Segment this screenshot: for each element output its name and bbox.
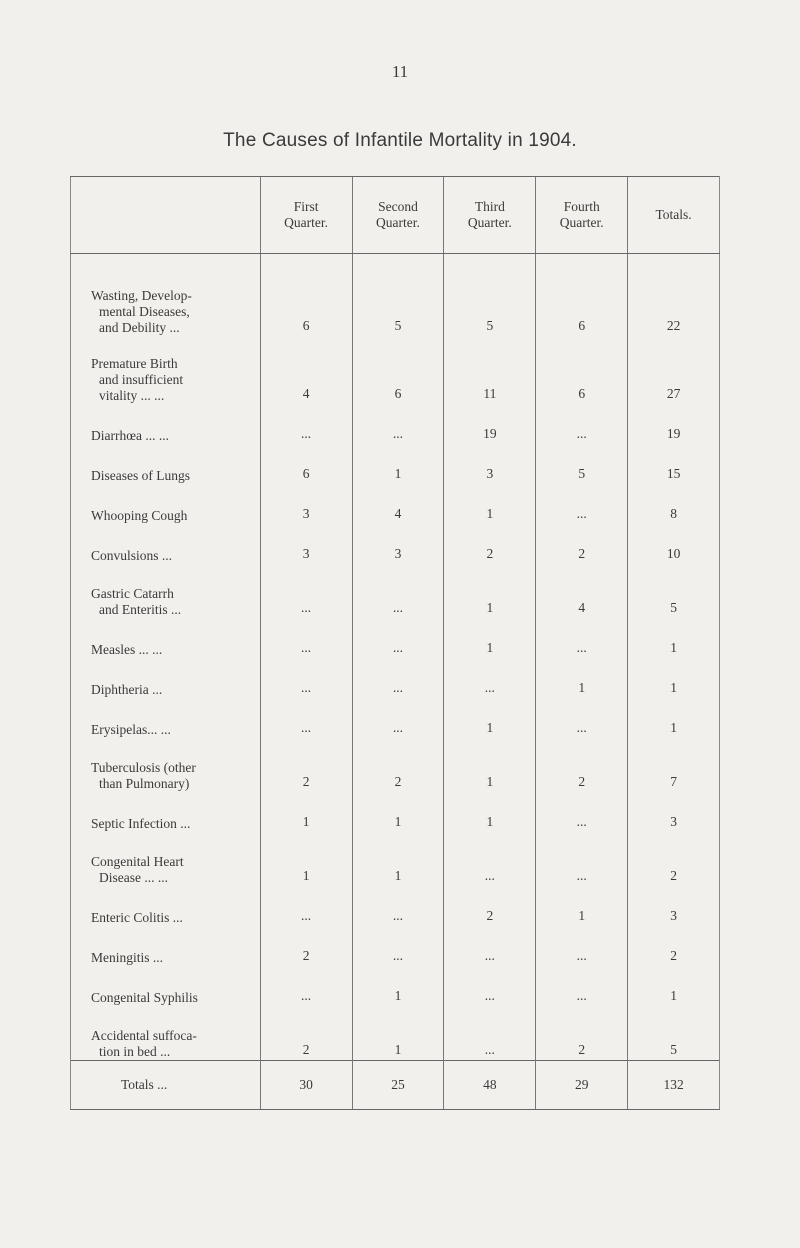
- header-cell: [260, 177, 352, 254]
- value-cell: [536, 484, 628, 524]
- cause-label: [71, 468, 260, 484]
- totals-row: [71, 1061, 720, 1110]
- value-cell: [444, 966, 536, 1006]
- value-text: 1: [486, 814, 494, 829]
- value-cell: [260, 1006, 352, 1061]
- table-row: [71, 254, 720, 337]
- value-cell: [352, 832, 444, 886]
- value-cell: [260, 886, 352, 926]
- totals-value-cell: [628, 1061, 720, 1110]
- header-cell: [536, 177, 628, 254]
- value-cell: [352, 966, 444, 1006]
- value-text: 2: [302, 948, 310, 963]
- header-cell: [444, 177, 536, 254]
- value-text: 1: [302, 814, 310, 829]
- value-text: ...: [576, 814, 587, 829]
- value-cell: [628, 524, 720, 564]
- cause-label-line: and Debility ...: [99, 320, 180, 335]
- value-cell: [352, 738, 444, 792]
- value-text: ...: [484, 680, 495, 695]
- value-text: 6: [302, 466, 310, 481]
- value-text: 1: [394, 988, 402, 1003]
- value-cell: [628, 966, 720, 1006]
- table-row: [71, 564, 720, 618]
- value-cell: [536, 886, 628, 926]
- value-cell: [260, 658, 352, 698]
- value-cell: [352, 658, 444, 698]
- value-cell: [536, 524, 628, 564]
- table-row: [71, 658, 720, 698]
- value-text: 1: [486, 600, 494, 615]
- header-first-quarter: First Quarter.: [284, 199, 329, 230]
- totals-value-cell: [444, 1061, 536, 1110]
- value-text: 1: [486, 506, 494, 521]
- value-text: ...: [576, 988, 587, 1003]
- totals-value: 48: [483, 1077, 497, 1092]
- cause-label-line: Premature Birth: [91, 356, 178, 371]
- value-cell: [260, 698, 352, 738]
- table-row: [71, 524, 720, 564]
- cause-cell: [71, 832, 261, 886]
- cause-cell: [71, 738, 261, 792]
- value-text: 1: [670, 640, 677, 655]
- value-cell: [260, 254, 352, 337]
- value-cell: [628, 484, 720, 524]
- cause-label: [71, 1028, 260, 1060]
- value-text: 2: [578, 546, 586, 561]
- value-text: ...: [576, 506, 587, 521]
- value-cell: [628, 336, 720, 404]
- cause-cell: [71, 1006, 261, 1061]
- value-cell: [260, 738, 352, 792]
- mortality-table: [70, 176, 720, 1110]
- totals-value: 25: [391, 1077, 405, 1092]
- value-text: ...: [301, 720, 312, 735]
- cause-label-line: Accidental suffoca-: [91, 1028, 197, 1043]
- cause-label-line: and Enteritis ...: [99, 602, 182, 617]
- cause-cell: [71, 886, 261, 926]
- value-cell: [444, 404, 536, 444]
- cause-label: [71, 854, 260, 886]
- cause-label: [71, 682, 260, 698]
- value-cell: [352, 1006, 444, 1061]
- header-cell: [628, 177, 720, 254]
- cause-label: [71, 816, 260, 832]
- value-text: 3: [670, 814, 677, 829]
- value-cell: [260, 336, 352, 404]
- value-cell: [536, 658, 628, 698]
- totals-value: 132: [663, 1077, 684, 1092]
- value-text: 2: [578, 774, 586, 789]
- cause-label-line: than Pulmonary): [99, 776, 190, 791]
- value-text: 1: [486, 640, 494, 655]
- cause-label-line: vitality ... ...: [99, 388, 165, 403]
- value-cell: [352, 524, 444, 564]
- cause-label: [71, 288, 260, 336]
- value-cell: [628, 698, 720, 738]
- value-text: 5: [670, 600, 677, 615]
- value-text: 3: [302, 546, 310, 561]
- cause-label-line: Disease ... ...: [99, 870, 168, 885]
- value-text: ...: [576, 868, 587, 883]
- value-text: 1: [578, 680, 586, 695]
- value-cell: [352, 484, 444, 524]
- table-body: [71, 254, 720, 1110]
- value-text: ...: [301, 988, 312, 1003]
- cause-label-line: Congenital Syphilis: [91, 990, 198, 1005]
- cause-cell: [71, 618, 261, 658]
- header-third-quarter: Third Quarter.: [467, 199, 512, 230]
- value-cell: [444, 444, 536, 484]
- value-text: 3: [486, 466, 494, 481]
- value-text: 1: [670, 988, 677, 1003]
- cause-cell: [71, 698, 261, 738]
- cause-label: [71, 760, 260, 792]
- cause-label: [71, 642, 260, 658]
- value-text: 19: [483, 426, 497, 441]
- value-text: 2: [670, 948, 677, 963]
- value-cell: [536, 966, 628, 1006]
- value-cell: [628, 1006, 720, 1061]
- value-cell: [260, 484, 352, 524]
- value-text: ...: [392, 600, 404, 615]
- cause-label: [71, 428, 260, 444]
- table-row: [71, 484, 720, 524]
- cause-cell: [71, 658, 261, 698]
- value-cell: [536, 618, 628, 658]
- table-row: [71, 404, 720, 444]
- value-cell: [444, 738, 536, 792]
- value-text: ...: [484, 988, 495, 1003]
- value-cell: [352, 404, 444, 444]
- cause-label-line: Meningitis ...: [91, 950, 164, 965]
- totals-value: 30: [299, 1077, 313, 1092]
- cause-label: [71, 722, 260, 738]
- cause-cell: [71, 254, 261, 337]
- value-cell: [628, 564, 720, 618]
- value-text: 15: [666, 466, 681, 481]
- value-cell: [260, 792, 352, 832]
- value-text: 4: [578, 600, 586, 615]
- value-text: 2: [302, 774, 310, 789]
- value-text: ...: [392, 680, 404, 695]
- value-cell: [352, 444, 444, 484]
- cause-label: [71, 910, 260, 926]
- value-cell: [352, 698, 444, 738]
- value-text: 1: [670, 680, 677, 695]
- value-text: 2: [486, 908, 494, 923]
- value-cell: [536, 792, 628, 832]
- cause-label: [71, 586, 260, 618]
- value-text: 1: [394, 814, 402, 829]
- cause-label-line: Convulsions ...: [91, 548, 173, 563]
- cause-label-line: Enteric Colitis ...: [91, 910, 183, 925]
- value-cell: [444, 254, 536, 337]
- value-text: 3: [302, 506, 310, 521]
- value-text: ...: [301, 426, 312, 441]
- value-text: ...: [484, 948, 495, 963]
- value-text: 1: [486, 720, 494, 735]
- value-text: ...: [392, 720, 404, 735]
- cause-label-line: Diarrhœa ... ...: [91, 428, 169, 443]
- value-cell: [628, 404, 720, 444]
- value-text: ...: [392, 948, 404, 963]
- cause-cell: [71, 966, 261, 1006]
- cause-cell: [71, 336, 261, 404]
- value-cell: [444, 698, 536, 738]
- value-text: 7: [670, 774, 677, 789]
- totals-label: Totals ...: [121, 1077, 168, 1092]
- value-text: ...: [576, 426, 587, 441]
- value-text: 19: [666, 426, 681, 441]
- value-text: 5: [578, 466, 586, 481]
- cause-label-line: Whooping Cough: [91, 508, 188, 523]
- value-text: 1: [486, 774, 494, 789]
- table-row: [71, 336, 720, 404]
- value-text: 6: [302, 318, 310, 333]
- cause-label-line: Wasting, Develop-: [91, 288, 192, 303]
- value-cell: [444, 926, 536, 966]
- value-text: 8: [670, 506, 677, 521]
- value-text: 2: [578, 1042, 586, 1057]
- header-cell: [71, 177, 261, 254]
- value-cell: [536, 336, 628, 404]
- value-cell: [260, 564, 352, 618]
- cause-label-line: Erysipelas... ...: [91, 722, 171, 737]
- cause-label-line: Congenital Heart: [91, 854, 184, 869]
- value-text: 1: [394, 1042, 402, 1057]
- value-text: 5: [486, 318, 494, 333]
- value-text: 2: [486, 546, 494, 561]
- value-text: ...: [484, 868, 495, 883]
- cause-cell: [71, 792, 261, 832]
- table-row: [71, 926, 720, 966]
- cause-label-line: tion in bed ...: [99, 1044, 171, 1059]
- value-cell: [352, 926, 444, 966]
- value-text: 5: [394, 318, 402, 333]
- value-cell: [444, 658, 536, 698]
- value-text: 2: [670, 868, 677, 883]
- value-text: 6: [394, 386, 402, 401]
- value-cell: [352, 564, 444, 618]
- value-cell: [444, 832, 536, 886]
- value-cell: [628, 832, 720, 886]
- table-row: [71, 618, 720, 658]
- value-text: ...: [484, 1042, 495, 1057]
- cause-label-line: and insufficient: [99, 372, 184, 387]
- table-row: [71, 738, 720, 792]
- cause-cell: [71, 564, 261, 618]
- value-cell: [536, 832, 628, 886]
- page-number: 11: [391, 62, 409, 81]
- value-text: 1: [302, 868, 310, 883]
- table-row: [71, 444, 720, 484]
- value-text: ...: [301, 908, 312, 923]
- value-cell: [260, 926, 352, 966]
- value-text: 10: [666, 546, 681, 561]
- value-cell: [352, 792, 444, 832]
- value-text: 5: [670, 1042, 677, 1057]
- header-fourth-quarter: Fourth Quarter.: [559, 199, 604, 230]
- value-text: 3: [670, 908, 677, 923]
- value-cell: [628, 658, 720, 698]
- header-cell: [352, 177, 444, 254]
- cause-cell: [71, 926, 261, 966]
- cause-cell: [71, 444, 261, 484]
- value-text: ...: [392, 908, 404, 923]
- cause-cell: [71, 484, 261, 524]
- header-row: [71, 177, 720, 254]
- value-cell: [536, 926, 628, 966]
- value-text: 6: [578, 386, 586, 401]
- value-cell: [444, 792, 536, 832]
- cause-label-line: Tuberculosis (other: [91, 760, 196, 775]
- value-cell: [628, 792, 720, 832]
- cause-label-line: Diphtheria ...: [91, 682, 163, 697]
- value-cell: [444, 886, 536, 926]
- page-title: The Causes of Infantile Mortality in 1904.: [223, 130, 577, 151]
- value-cell: [352, 336, 444, 404]
- value-cell: [628, 738, 720, 792]
- value-cell: [260, 832, 352, 886]
- table-row: [71, 886, 720, 926]
- value-cell: [536, 254, 628, 337]
- value-cell: [444, 336, 536, 404]
- totals-value-cell: [352, 1061, 444, 1110]
- value-cell: [444, 564, 536, 618]
- value-text: ...: [392, 640, 404, 655]
- value-cell: [628, 618, 720, 658]
- value-text: 1: [578, 908, 586, 923]
- table-row: [71, 792, 720, 832]
- cause-label-line: mental Diseases,: [99, 304, 190, 319]
- totals-value-cell: [536, 1061, 628, 1110]
- value-cell: [536, 444, 628, 484]
- value-text: ...: [301, 600, 312, 615]
- value-text: 6: [578, 318, 586, 333]
- cause-label-line: Diseases of Lungs: [91, 468, 190, 483]
- value-text: ...: [301, 680, 312, 695]
- value-cell: [536, 738, 628, 792]
- value-cell: [444, 524, 536, 564]
- value-cell: [536, 698, 628, 738]
- value-text: ...: [576, 640, 587, 655]
- value-cell: [352, 618, 444, 658]
- cause-label-line: Septic Infection ...: [91, 816, 191, 831]
- table-row: [71, 832, 720, 886]
- value-cell: [444, 484, 536, 524]
- value-cell: [260, 524, 352, 564]
- value-text: 11: [483, 386, 497, 401]
- cause-label: [71, 990, 260, 1006]
- value-cell: [260, 618, 352, 658]
- value-text: 1: [670, 720, 677, 735]
- value-text: ...: [392, 426, 404, 441]
- cause-label: [71, 548, 260, 564]
- value-text: 27: [666, 386, 681, 401]
- cause-label: [71, 356, 260, 404]
- cause-label: [71, 508, 260, 524]
- table-row: [71, 966, 720, 1006]
- header-totals: Totals.: [655, 207, 692, 222]
- value-cell: [352, 254, 444, 337]
- value-text: 4: [394, 506, 402, 521]
- cause-cell: [71, 404, 261, 444]
- value-text: 3: [394, 546, 402, 561]
- value-text: 2: [394, 774, 402, 789]
- totals-value: 29: [574, 1077, 589, 1092]
- value-text: ...: [576, 948, 587, 963]
- value-cell: [352, 886, 444, 926]
- totals-value-cell: [260, 1061, 352, 1110]
- value-cell: [536, 1006, 628, 1061]
- table-row: [71, 1006, 720, 1061]
- value-text: ...: [576, 720, 587, 735]
- value-cell: [536, 564, 628, 618]
- totals-label-cell: [71, 1061, 261, 1110]
- value-cell: [260, 966, 352, 1006]
- table-row: [71, 698, 720, 738]
- header-second-quarter: Second Quarter.: [376, 199, 420, 230]
- value-text: 2: [302, 1042, 310, 1057]
- value-cell: [536, 404, 628, 444]
- cause-label-line: Gastric Catarrh: [91, 586, 174, 601]
- value-text: 1: [394, 466, 402, 481]
- value-cell: [628, 926, 720, 966]
- value-text: 22: [666, 318, 681, 333]
- value-cell: [628, 886, 720, 926]
- value-cell: [260, 444, 352, 484]
- value-cell: [628, 254, 720, 337]
- value-cell: [260, 404, 352, 444]
- value-cell: [628, 444, 720, 484]
- value-text: 4: [302, 386, 310, 401]
- value-text: ...: [301, 640, 312, 655]
- value-cell: [444, 1006, 536, 1061]
- value-text: 1: [394, 868, 402, 883]
- cause-label-line: Measles ... ...: [91, 642, 163, 657]
- value-cell: [444, 618, 536, 658]
- cause-label: [71, 950, 260, 966]
- cause-cell: [71, 524, 261, 564]
